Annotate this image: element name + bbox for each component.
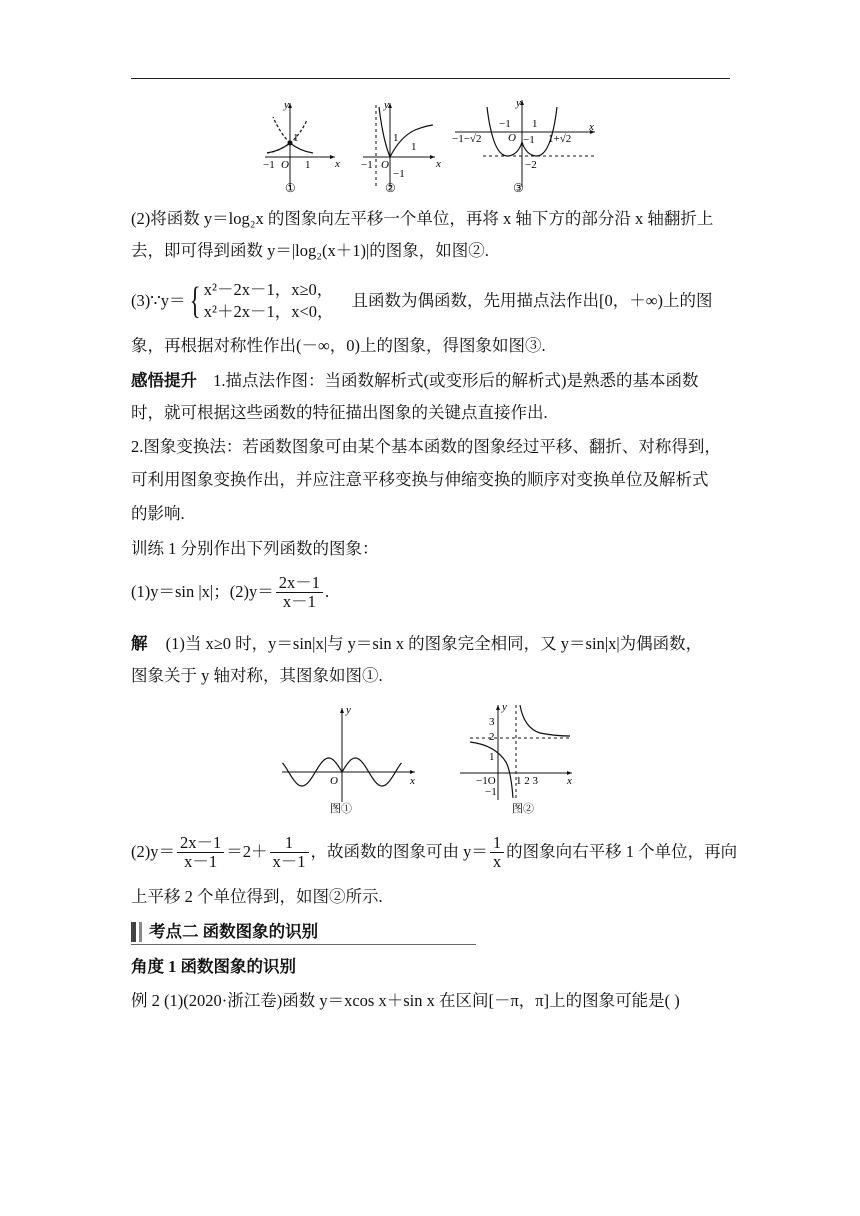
sol2-line2: 上平移 2 个单位得到，如图②所示. [131,887,383,906]
sol2-f1-num: 2x－1 [177,834,224,853]
fig3-right-root: 1+√2 [548,133,572,145]
header-rule [131,78,730,79]
fig1-x-label: x [335,158,340,170]
figA-caption: 图① [330,803,352,815]
mid-figures [280,700,580,820]
training-fraction [276,574,323,611]
fig2-caption: ② [385,181,396,195]
section-header [131,920,476,946]
figB-neg-one: −1 [485,786,497,798]
fig1-y-label: y [284,99,289,111]
case-1: x²－2x－1，x≥0， [203,280,334,299]
p2-line2: 去，即可得到函数 y＝|log₂(x＋1)|的图象，如图②. [131,241,489,260]
sol2-line1 [131,828,737,876]
fig3-neg-one-a: −1 [499,118,511,130]
p2-line1: (2)将函数 y＝log₂x 的图象向左平移一个单位，再将 x 轴下方的部分沿 x 轴翻折上 [131,209,714,228]
insight-title: 感悟提升 [131,371,197,390]
fig3-y-label: y [516,97,521,109]
sol2-f2-den: x－1 [272,851,306,871]
section-bar [131,922,136,942]
piecewise-cases [204,279,334,323]
fig2-origin: O [381,159,389,171]
fig3-caption: ③ [513,181,524,195]
sol2-f1-den: x－1 [184,851,218,871]
fig2-one: 1 [393,132,399,144]
fig3-one-a: 1 [532,118,538,130]
sol2-frac2 [270,834,309,871]
figure-1 [263,99,340,195]
figB-origin: −1O [476,775,496,787]
figure-2 [361,99,441,195]
fig2-x-label: x [436,158,441,170]
insight-l5: 的影响. [131,504,185,523]
insight-l1: 1.描点法作图：当函数解析式(或变形后的解析式)是熟悉的基本函数 [213,371,699,390]
figB-x-ticks: 1 2 3 [516,775,538,787]
figB-y-label: y [502,701,507,713]
section-title: 考点二 函数图象的识别 [149,922,319,941]
sol2-prefix: (2)y＝ [131,842,175,861]
figB-t3: 3 [489,716,495,728]
figB-x-label: x [567,775,572,787]
figA-y-label: y [346,704,351,716]
fig3-left-root: −1−√2 [452,133,482,145]
p3-line2: 象，再根据对称性作出(－∞，0)上的图象，得图象如图③. [131,336,546,355]
insight-line1 [131,370,699,392]
solution-l2: 图象关于 y 轴对称，其图象如图①. [131,666,383,685]
training-expr-a: (1)y＝sin |x|；(2)y＝ [131,582,274,601]
fig2-x-one: 1 [411,141,417,153]
fig1-neg-one: −1 [263,159,275,171]
figB-caption: 图② [512,803,534,815]
fig3-x-label: x [589,121,594,133]
fig1-origin: O [281,159,289,171]
figA-x-label: x [410,775,415,787]
angle-title: 角度 1 函数图象的识别 [131,957,296,976]
solution-line1 [131,633,702,655]
fig1-one: 1 [293,132,299,144]
fig3-neg-two: −2 [525,159,537,171]
sol2-f3-den: x [492,851,502,871]
training-end: . [324,582,330,601]
p3-prefix: (3)∵y＝ [131,291,186,310]
fig2-neg-one-y: −1 [393,168,405,180]
case-2: x²＋2x－1，x<0， [203,302,334,321]
p3-line1 [131,273,713,329]
figA-origin: O [330,775,338,787]
insight-l2: 时，就可根据这些函数的特征描出图象的关键点直接作出. [131,403,548,422]
sol2-frac1 [177,834,224,871]
p3-suffix: 且函数为偶函数，先用描点法作出[0，＋∞)上的图 [351,291,713,310]
training-title: 训练 1 分别作出下列函数的图象： [131,539,379,558]
training-frac-den: x－1 [282,591,316,611]
figure-3 [452,97,595,195]
sol2-f2-num: 1 [270,834,309,853]
sol2-text: ，故函数的图象可由 y＝ [310,842,488,861]
sol2-tail: 的图象向右平移 1 个单位，再向 [506,842,738,861]
fig1-x-one: 1 [305,159,311,171]
left-brace: { [189,280,201,322]
figure-rational [460,701,572,815]
fig2-neg-one: −1 [361,159,373,171]
figB-t2: 2 [489,731,495,743]
fig3-origin: O [508,132,516,144]
sol2-mid: ＝2＋ [226,842,268,861]
fig3-neg-one-b: −1 [523,134,535,146]
solution-l1: (1)当 x≥0 时，y＝sin|x|与 y＝sin x 的图象完全相同，又 y＝sin|x|为偶函数， [165,634,703,653]
top-figures [255,95,605,195]
sol2-f3-num: 1 [490,834,504,853]
fig2-y-label: y [384,99,389,111]
insight-l4: 可利用图象变换作出，并应注意平移变换与伸缩变换的顺序对变换单位及解析式 [131,470,709,489]
fig1-caption: ① [285,181,296,195]
sol2-frac3 [490,834,504,871]
section-underline [131,944,476,945]
figure-sin-abs [282,704,415,815]
figB-t1: 1 [489,751,495,763]
insight-l3: 2.图象变换法：若函数图象可由某个基本函数的图象经过平移、翻折、对称得到， [131,437,721,456]
example-2: 例 2 (1)(2020·浙江卷)函数 y＝xcos x＋sin x 在区间[－π，π]上的图象可能是( ) [131,991,680,1010]
section-bar-light [139,922,142,942]
solution-label: 解 [131,634,148,653]
training-frac-num: 2x－1 [276,574,323,593]
training-expr [131,570,329,614]
